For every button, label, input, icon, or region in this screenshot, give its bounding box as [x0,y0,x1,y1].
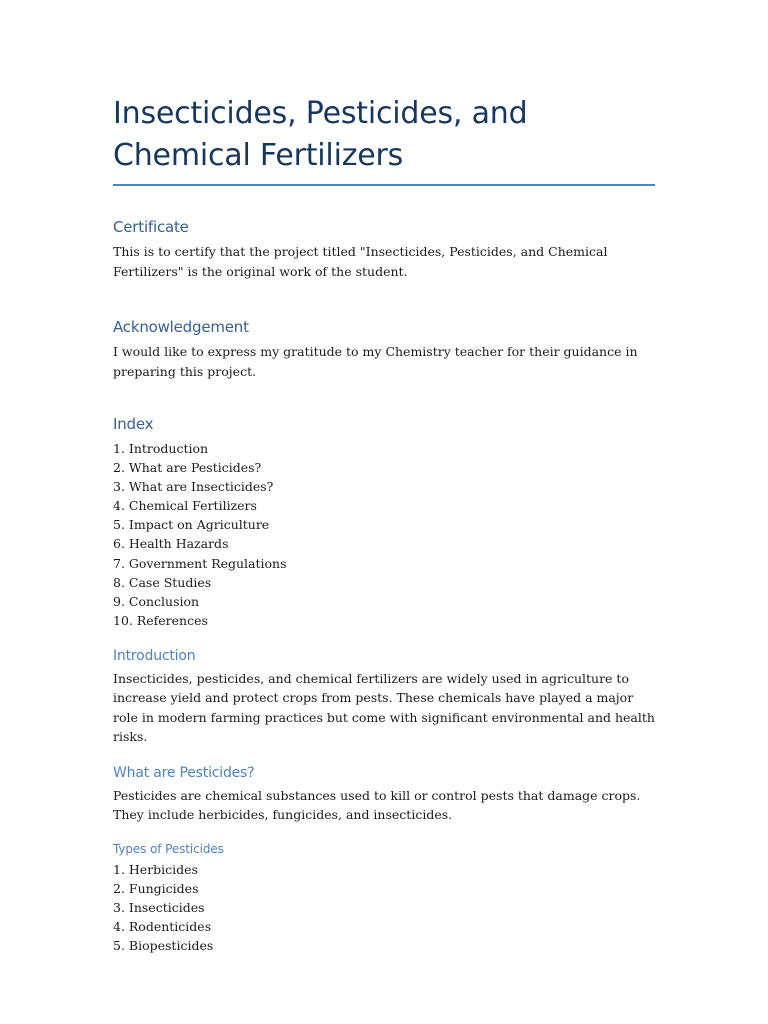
acknowledgement-text: I would like to express my gratitude to my Chemistry teacher for their guidance in preparing this project. [113,344,638,379]
document-page [113,0,655,955]
pesticide-type-item: 3. Insecticides [113,900,205,916]
introduction-heading: Introduction [113,647,196,664]
index-list [113,439,655,630]
index-item: 10. References [113,612,208,628]
index-item: 7. Government Regulations [113,555,287,571]
pesticides-heading: What are Pesticides? [113,764,255,781]
types-of-pesticides-heading: Types of Pesticides [113,841,224,856]
pesticide-type-item: 2. Fungicides [113,881,199,897]
index-item: 5. Impact on Agriculture [113,517,270,533]
certificate-text: This is to certify that the project titled "Insecticides, Pesticides, and Chemical Fertilizers" is the original work of the student. [113,244,608,279]
introduction-text: Insecticides, pesticides, and chemical fertilizers are widely used in agriculture to increase yield and protect crops from pests. These chemicals have played a major role in modern farming practices but come with significant environmental and health risks. [113,670,655,745]
pesticides-section [113,763,655,955]
introduction-section [113,646,655,747]
index-item: 1. Introduction [113,441,209,456]
title-underline [113,184,655,186]
pesticides-text: Pesticides are chemical substances used to kill or control pests that damage crops. They include herbicides, fungicides, and insecticides. [113,787,641,823]
acknowledgement-section [113,317,655,381]
index-item: 6. Health Hazards [113,536,229,552]
index-item: 3. What are Insecticides? [113,479,274,495]
acknowledgement-heading: Acknowledgement [113,318,249,336]
index-heading: Index [113,415,154,433]
pesticide-type-item: 4. Rodenticides [113,919,212,935]
index-item: 8. Case Studies [113,574,212,590]
index-item: 9. Conclusion [113,593,200,609]
document-title: Insecticides, Pesticides, and Chemical Fertilizers [113,96,528,173]
certificate-section [113,217,655,281]
index-item: 2. What are Pesticides? [113,460,262,476]
pesticide-type-item: 1. Herbicides [113,861,198,877]
types-of-pesticides-list [113,860,655,955]
index-section [113,414,655,630]
certificate-heading: Certificate [113,218,189,236]
index-item: 4. Chemical Fertilizers [113,498,257,514]
pesticide-type-item: 5. Biopesticides [113,938,214,954]
